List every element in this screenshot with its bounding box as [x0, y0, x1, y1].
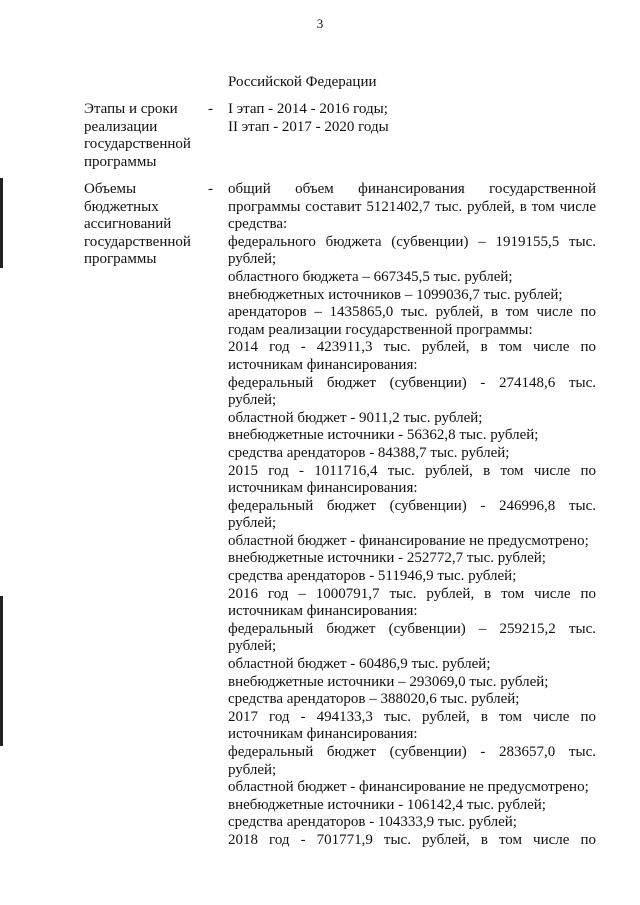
- value-line: федеральный бюджет (субвенции) - 246996,8 тыс.: [228, 497, 596, 514]
- value-line: областной бюджет - 9011,2 тыс. рублей;: [228, 409, 483, 426]
- value-line: областной бюджет - финансирование не предусмотрено;: [228, 532, 589, 549]
- value-line: внебюджетные источники – 293069,0 тыс. рублей;: [228, 673, 549, 690]
- value-line: источникам финансирования:: [228, 603, 418, 620]
- stages-row: [84, 101, 596, 173]
- stages-label: Этапы и сроки реализации государственной программы: [84, 101, 191, 170]
- value-line: источникам финансирования:: [228, 480, 418, 497]
- value-line: арендаторов – 1435865,0 тыс. рублей, в том числе по: [228, 304, 596, 321]
- value-line: рублей;: [228, 392, 277, 409]
- value-line: областной бюджет - 60486,9 тыс. рублей;: [228, 656, 491, 673]
- value-line: II этап - 2017 - 2020 годы: [228, 118, 389, 135]
- value-line: федеральный бюджет (субвенции) - 283657,0 тыс.: [228, 744, 596, 760]
- budget-dash: -: [208, 181, 213, 197]
- value-line: рублей;: [228, 761, 277, 778]
- value-line: источникам финансирования:: [228, 726, 418, 743]
- value-line: 2016 год – 1000791,7 тыс. рублей, в том числе по: [228, 585, 596, 602]
- budget-row: [84, 181, 596, 861]
- value-line: программы составит 5121402,7 тыс. рублей, в том числе: [228, 198, 596, 215]
- value-line: годам реализации государственной программы:: [228, 321, 533, 338]
- scan-edge-bottom: [0, 596, 3, 746]
- value-line: федерального бюджета (субвенции) – 1919155,5 тыс.: [228, 233, 596, 250]
- value-line: внебюджетные источники - 252772,7 тыс. рублей;: [228, 550, 546, 567]
- value-line: внебюджетные источники - 106142,4 тыс. рублей;: [228, 796, 546, 813]
- value-line: 2018 год - 701771,9 тыс. рублей, в том числе по: [228, 831, 596, 848]
- page-number: 3: [316, 16, 324, 31]
- scan-edge-top: [0, 178, 3, 268]
- value-line: общий объем финансирования государственной: [228, 181, 596, 197]
- value-line: 2015 год - 1011716,4 тыс. рублей, в том числе по: [228, 462, 596, 479]
- value-line: 2014 год - 423911,3 тыс. рублей, в том числе по: [228, 339, 596, 356]
- continuation-text: Российской Федерации: [228, 74, 377, 90]
- value-line: I этап - 2014 - 2016 годы;: [228, 101, 388, 117]
- value-line: средства арендаторов - 84388,7 тыс. рублей;: [228, 444, 510, 461]
- value-line: областного бюджета – 667345,5 тыс. рублей;: [228, 268, 513, 285]
- value-line: рублей;: [228, 638, 277, 655]
- budget-value: [228, 181, 596, 850]
- budget-label: Объемы бюджетных ассигнований государственной программы: [84, 181, 191, 268]
- stages-dash: -: [208, 101, 213, 117]
- value-line: федеральный бюджет (субвенции) - 274148,6 тыс.: [228, 374, 596, 391]
- value-line: внебюджетных источников – 1099036,7 тыс. рублей;: [228, 286, 563, 303]
- value-line: 2017 год - 494133,3 тыс. рублей, в том числе по: [228, 708, 596, 725]
- value-line: федеральный бюджет (субвенции) – 259215,2 тыс.: [228, 620, 596, 637]
- value-line: средства арендаторов - 104333,9 тыс. рублей;: [228, 814, 517, 831]
- value-line: средства:: [228, 216, 288, 233]
- value-line: источникам финансирования:: [228, 356, 418, 373]
- value-line: рублей;: [228, 515, 277, 532]
- stages-value: [228, 101, 596, 136]
- value-line: средства арендаторов – 388020,6 тыс. рублей;: [228, 691, 520, 708]
- value-line: средства арендаторов - 511946,9 тыс. рублей;: [228, 568, 517, 585]
- value-line: внебюджетные источники - 56362,8 тыс. рублей;: [228, 427, 539, 444]
- value-line: областной бюджет - финансирование не предусмотрено;: [228, 779, 589, 796]
- value-line: рублей;: [228, 251, 277, 268]
